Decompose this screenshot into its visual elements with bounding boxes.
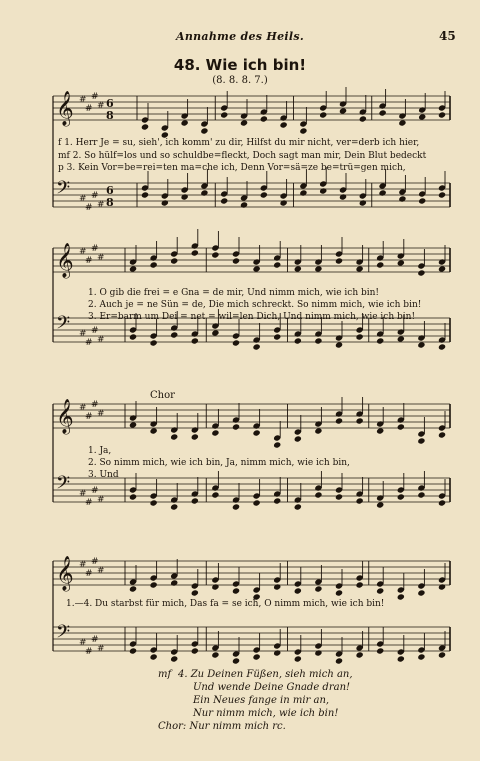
note-head xyxy=(191,433,199,440)
note-head xyxy=(232,657,240,664)
note-head xyxy=(417,589,425,596)
note-head xyxy=(129,585,137,592)
note-head xyxy=(379,189,387,196)
lyric-line-2-3: 3. Er=barm um Dei = net = wil=len Dich, Und nimm mich, wie ich bin! xyxy=(88,312,416,322)
note-head xyxy=(438,583,446,590)
note-head xyxy=(211,583,219,590)
key-sharp: # xyxy=(91,557,99,567)
note-head xyxy=(161,199,169,206)
note-head xyxy=(376,647,384,654)
key-sharp: # xyxy=(97,409,105,419)
note-head xyxy=(418,113,426,120)
note-head xyxy=(438,499,446,506)
key-sharp: # xyxy=(79,329,87,339)
note-head xyxy=(273,649,281,656)
time-signature-top: 6 xyxy=(106,184,114,197)
note-head xyxy=(141,191,149,198)
note-head xyxy=(150,499,158,506)
key-sharp: # xyxy=(79,638,87,648)
note-head xyxy=(232,587,240,594)
bass-clef: 𝄢 xyxy=(56,178,71,203)
note-head xyxy=(294,435,302,442)
note-head xyxy=(150,261,158,268)
bass-clef: 𝄢 xyxy=(56,473,71,498)
note-head xyxy=(319,187,327,194)
note-head xyxy=(191,249,199,256)
note-head xyxy=(232,339,240,346)
note-head xyxy=(299,127,307,134)
note-head xyxy=(294,265,302,272)
lyric-line-1-1: f 1. Herr Je = su, sieh', ich komm' zu dir, Hilfst du mir nicht, ver=derb ich hier, xyxy=(58,138,420,148)
chorus-reference: Chor: Nur nimm mich rc. xyxy=(158,721,286,732)
note-head xyxy=(280,121,288,128)
stanza-dynamic: mf xyxy=(158,669,172,680)
note-head xyxy=(232,257,240,264)
key-sharp: # xyxy=(97,101,105,111)
note-head xyxy=(438,265,446,272)
note-head xyxy=(356,417,364,424)
note-head xyxy=(376,261,384,268)
key-sharp: # xyxy=(97,495,105,505)
bass-clef: 𝄢 xyxy=(56,622,71,647)
stanza-line-4: Nur nimm mich, wie ich bin! xyxy=(193,708,339,719)
note-head xyxy=(191,497,199,504)
note-head xyxy=(356,497,364,504)
key-sharp: # xyxy=(97,644,105,654)
hymn-meter: (8. 8. 8. 7.) xyxy=(212,75,268,86)
lyric-line-3-2: 2. So nimm mich, wie ich bin, Ja, nimm mich, wie ich bin, xyxy=(88,458,350,468)
note-head xyxy=(220,197,228,204)
note-head xyxy=(417,653,425,660)
note-head xyxy=(260,115,268,122)
note-head xyxy=(335,657,343,664)
treble-clef: 𝄞 xyxy=(56,399,74,434)
stanza-line-1: 4. Zu Deinen Füßen, sieh mich an, xyxy=(178,669,353,680)
key-sharp: # xyxy=(97,200,105,210)
chorus-label: Chor xyxy=(150,390,175,401)
note-head xyxy=(211,429,219,436)
treble-clef: 𝄞 xyxy=(56,91,74,126)
note-head xyxy=(397,259,405,266)
note-head xyxy=(253,499,261,506)
note-head xyxy=(438,191,446,198)
key-sharp: # xyxy=(85,338,93,348)
key-sharp: # xyxy=(85,203,93,213)
running-head: Annahme des Heils. xyxy=(175,30,304,43)
note-head xyxy=(253,653,261,660)
note-head xyxy=(398,195,406,202)
note-head xyxy=(359,115,367,122)
treble-clef: 𝄞 xyxy=(56,556,74,591)
note-head xyxy=(129,493,137,500)
lyric-line-3-3: 3. Und xyxy=(88,470,119,480)
note-head xyxy=(339,107,347,114)
note-head xyxy=(220,111,228,118)
key-sharp: # xyxy=(79,489,87,499)
note-head xyxy=(397,593,405,600)
stanza-line-3: Ein Neues fange in mir an, xyxy=(193,695,330,706)
note-head xyxy=(356,333,364,340)
note-head xyxy=(200,127,208,134)
lyric-line-2-1: 1. O gib die frei = e Gna = de mir, Und nimm mich, wie ich bin! xyxy=(88,288,380,298)
note-head xyxy=(417,437,425,444)
key-sharp: # xyxy=(91,486,99,496)
note-head xyxy=(417,269,425,276)
lyric-line-1-3: p 3. Kein Vor=be=rei=ten ma=che ich, Denn Vor=sä=ze be=trü=gen mich, xyxy=(58,163,406,173)
note-head xyxy=(273,583,281,590)
note-head xyxy=(273,497,281,504)
note-head xyxy=(417,341,425,348)
note-head xyxy=(211,651,219,658)
time-signature-bottom: 8 xyxy=(106,109,114,122)
note-head xyxy=(438,111,446,118)
note-head xyxy=(280,199,288,206)
key-sharp: # xyxy=(85,569,93,579)
note-head xyxy=(299,189,307,196)
key-sharp: # xyxy=(97,335,105,345)
note-head xyxy=(376,427,384,434)
note-head xyxy=(129,647,137,654)
key-sharp: # xyxy=(79,247,87,257)
note-head xyxy=(150,427,158,434)
note-head xyxy=(294,337,302,344)
note-head xyxy=(397,423,405,430)
note-head xyxy=(319,111,327,118)
note-head xyxy=(438,651,446,658)
note-head xyxy=(129,265,137,272)
note-head xyxy=(397,655,405,662)
note-head xyxy=(314,427,322,434)
note-head xyxy=(170,655,178,662)
note-head xyxy=(273,441,281,448)
note-head xyxy=(170,503,178,510)
lyric-line-4-1: 1.—4. Du starbst für mich, Das fa = se ich, O nimm mich, wie ich bin! xyxy=(66,599,385,609)
note-head xyxy=(253,265,261,272)
note-head xyxy=(170,579,178,586)
note-head xyxy=(141,123,149,130)
note-head xyxy=(211,251,219,258)
lyric-line-3-1: 1. Ja, xyxy=(88,446,112,456)
key-sharp: # xyxy=(97,566,105,576)
note-head xyxy=(232,423,240,430)
note-head xyxy=(170,433,178,440)
lyric-line-2-2: 2. Auch je = ne Sün = de, Die mich schreckt. So nimm mich, wie ich bin! xyxy=(88,300,422,310)
note-head xyxy=(356,265,364,272)
note-head xyxy=(150,653,158,660)
key-sharp: # xyxy=(79,560,87,570)
key-sharp: # xyxy=(85,412,93,422)
note-head xyxy=(181,193,189,200)
note-head xyxy=(314,649,322,656)
time-signature-top: 6 xyxy=(106,97,114,110)
note-head xyxy=(181,119,189,126)
note-head xyxy=(314,265,322,272)
page-number: 45 xyxy=(439,29,456,43)
key-sharp: # xyxy=(85,498,93,508)
note-head xyxy=(335,257,343,264)
key-sharp: # xyxy=(79,403,87,413)
note-head xyxy=(253,429,261,436)
note-head xyxy=(398,119,406,126)
note-head xyxy=(417,491,425,498)
key-sharp: # xyxy=(91,635,99,645)
note-head xyxy=(191,647,199,654)
note-head xyxy=(335,493,343,500)
note-head xyxy=(129,421,137,428)
note-head xyxy=(170,331,178,338)
note-head xyxy=(376,587,384,594)
key-sharp: # xyxy=(91,92,99,102)
note-head xyxy=(273,261,281,268)
note-head xyxy=(314,491,322,498)
stanza-line-2: Und wende Deine Gnade dran! xyxy=(193,682,351,693)
hymn-title: 48. Wie ich bin! xyxy=(173,56,307,74)
note-head xyxy=(253,343,261,350)
note-head xyxy=(273,333,281,340)
note-head xyxy=(232,503,240,510)
note-head xyxy=(314,337,322,344)
key-sharp: # xyxy=(85,104,93,114)
key-sharp: # xyxy=(79,95,87,105)
note-head xyxy=(260,191,268,198)
note-head xyxy=(129,333,137,340)
note-head xyxy=(191,589,199,596)
key-sharp: # xyxy=(91,244,99,254)
note-head xyxy=(339,193,347,200)
note-head xyxy=(438,343,446,350)
treble-clef: 𝄞 xyxy=(56,243,74,278)
note-head xyxy=(294,655,302,662)
note-head xyxy=(240,119,248,126)
note-head xyxy=(397,335,405,342)
note-head xyxy=(170,257,178,264)
note-head xyxy=(335,341,343,348)
note-head xyxy=(335,417,343,424)
key-sharp: # xyxy=(79,194,87,204)
key-sharp: # xyxy=(85,647,93,657)
note-head xyxy=(356,581,364,588)
note-head xyxy=(418,197,426,204)
note-head xyxy=(359,199,367,206)
key-sharp: # xyxy=(97,253,105,263)
note-head xyxy=(191,337,199,344)
note-head xyxy=(294,587,302,594)
note-head xyxy=(240,201,248,208)
note-head xyxy=(397,493,405,500)
key-sharp: # xyxy=(91,400,99,410)
key-sharp: # xyxy=(85,256,93,266)
note-head xyxy=(150,339,158,346)
note-head xyxy=(379,109,387,116)
note-head xyxy=(376,337,384,344)
note-head xyxy=(314,585,322,592)
note-head xyxy=(211,491,219,498)
key-sharp: # xyxy=(91,326,99,336)
note-head xyxy=(294,503,302,510)
note-head xyxy=(150,581,158,588)
note-head xyxy=(376,501,384,508)
key-sharp: # xyxy=(91,191,99,201)
bass-clef: 𝄢 xyxy=(56,313,71,338)
note-head xyxy=(438,431,446,438)
time-signature-bottom: 8 xyxy=(106,196,114,209)
note-head xyxy=(211,329,219,336)
lyric-line-1-2: mf 2. So hülf=los und so schuldbe=fleckt, Doch sagt man mir, Dein Blut bedeckt xyxy=(58,151,427,161)
note-head xyxy=(356,651,364,658)
note-head xyxy=(335,589,343,596)
note-head xyxy=(200,189,208,196)
